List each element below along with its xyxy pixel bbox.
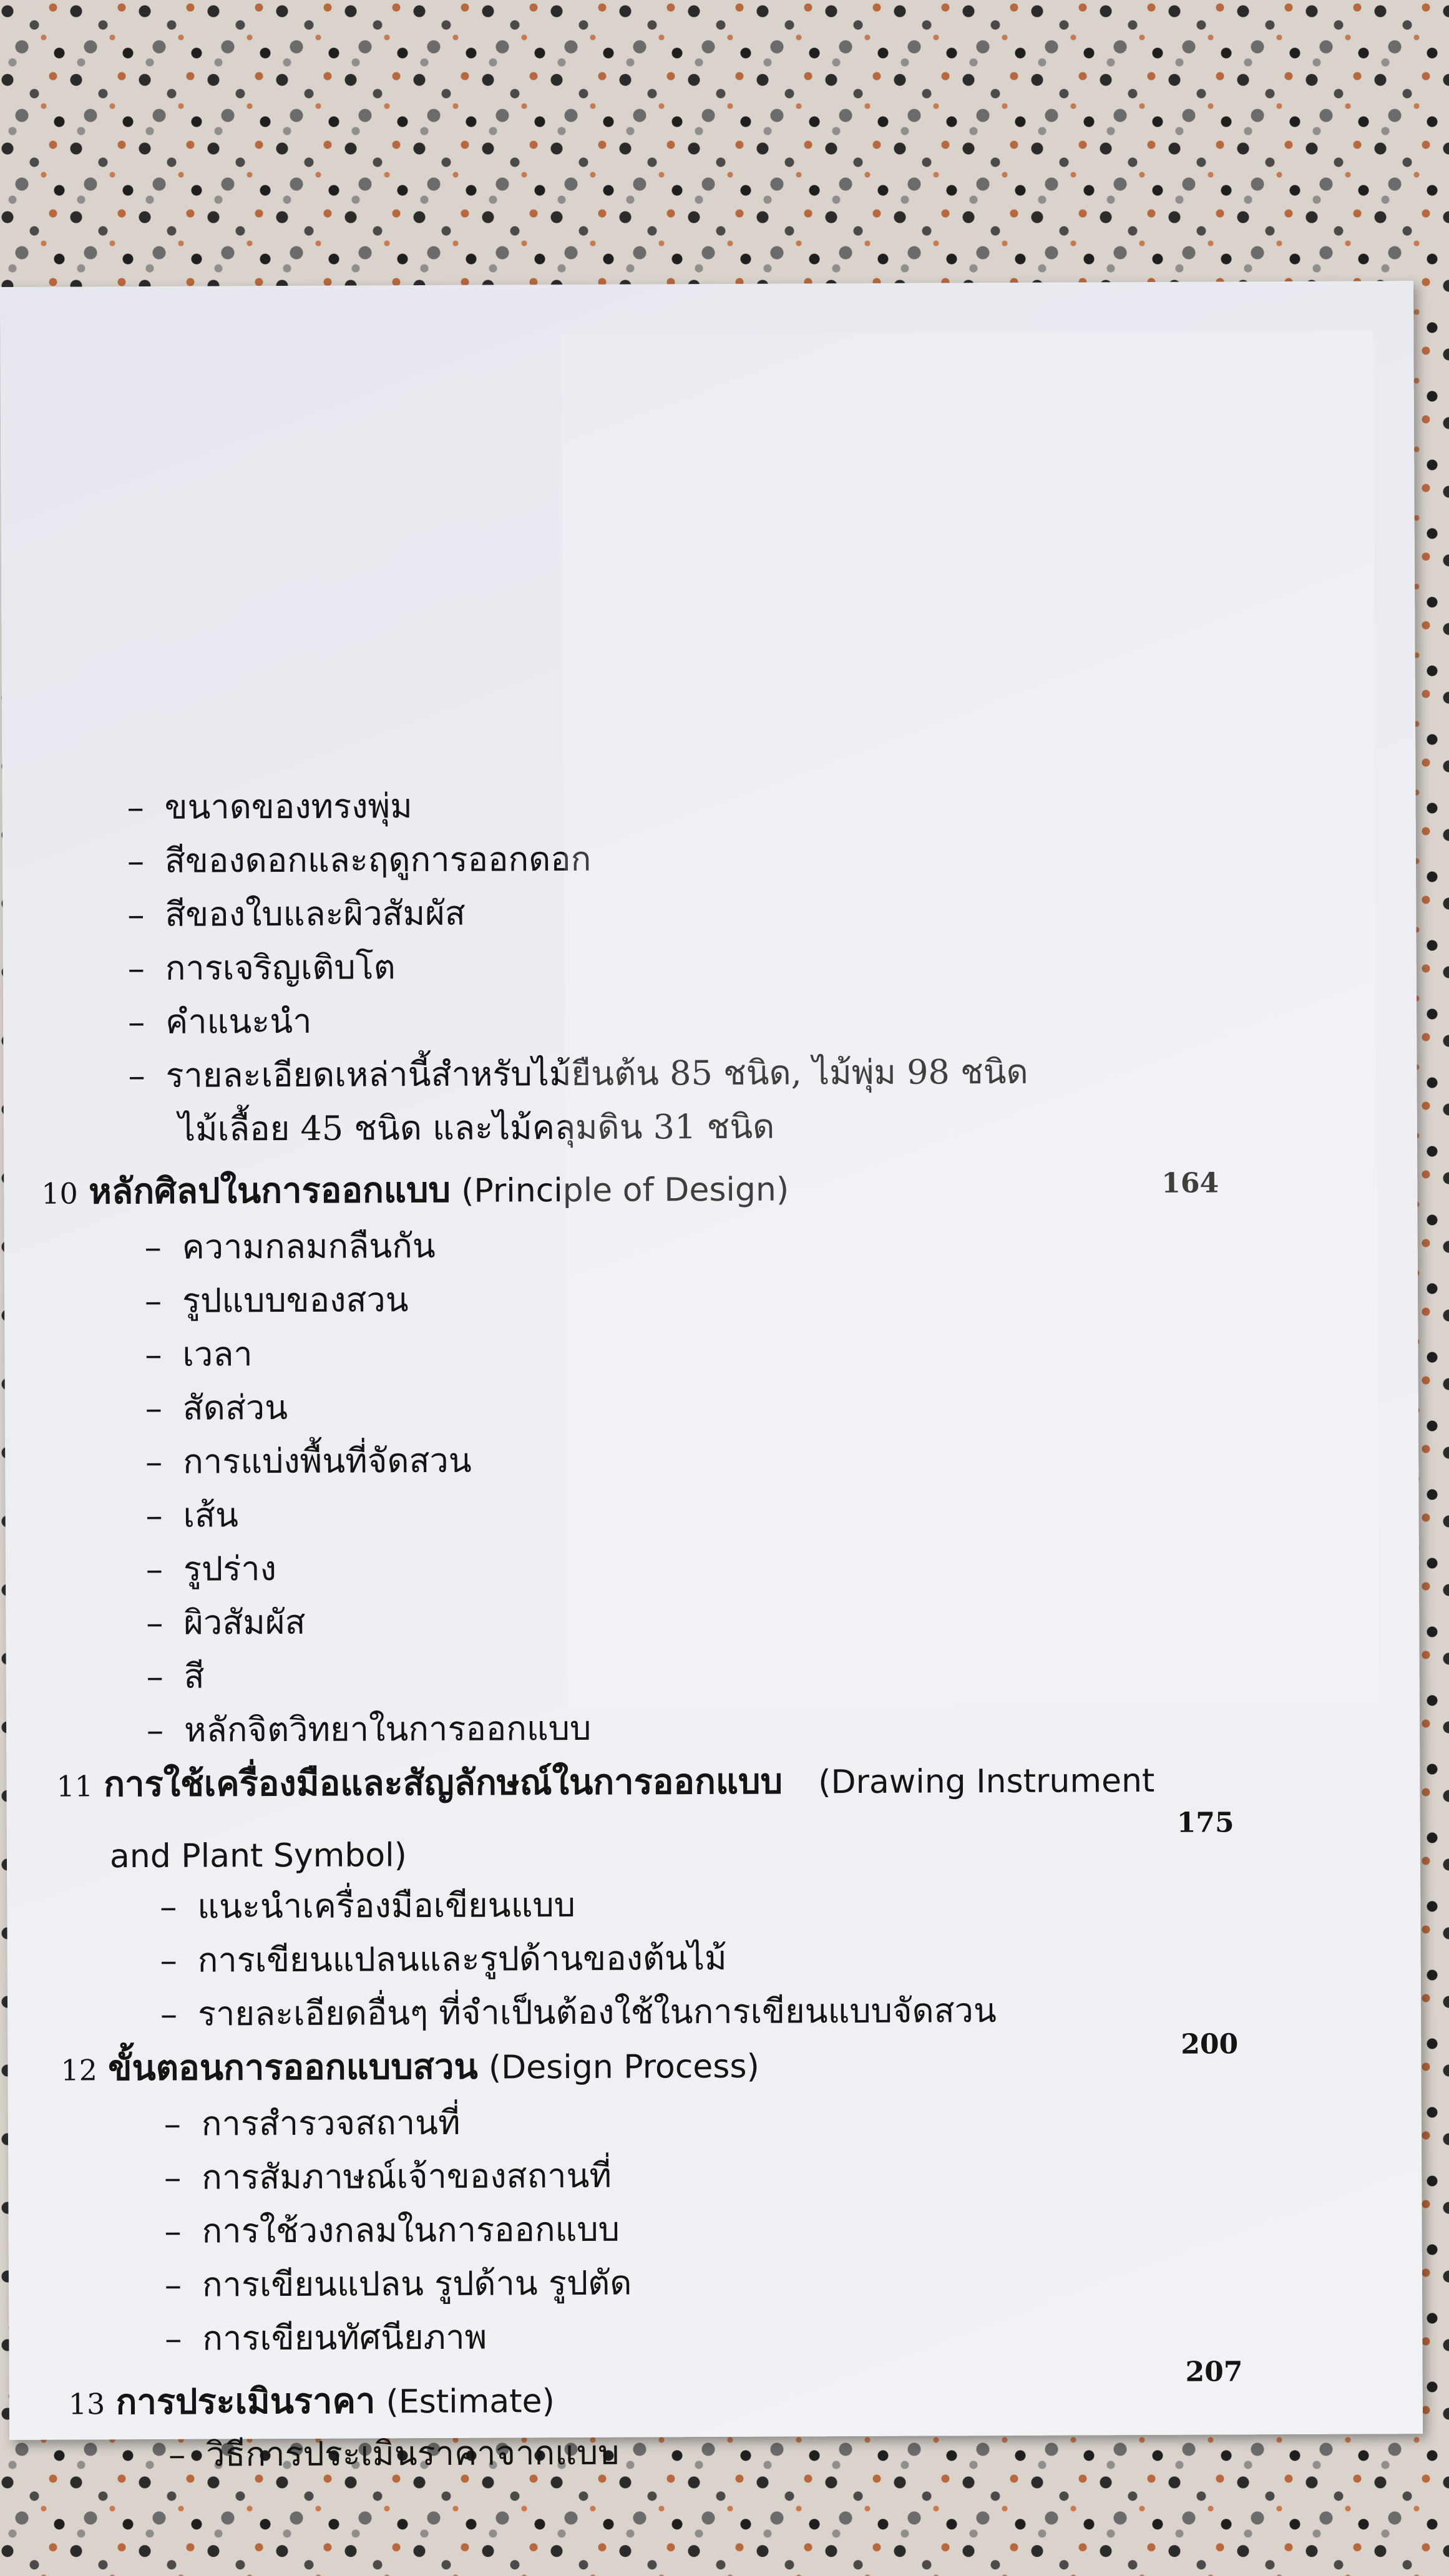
- chapter-heading: [41, 1166, 789, 1215]
- list-item: – รูปร่าง: [146, 1547, 276, 1591]
- list-item: – การสัมภาษณ์เจ้าของสถานที่: [164, 2154, 612, 2200]
- bullet-dash: –: [168, 2434, 186, 2474]
- list-item: – การแบ่งพื้นที่จัดสวน: [145, 1439, 472, 1484]
- list-item: – รูปแบบของสวน: [145, 1278, 409, 1323]
- bullet-dash: –: [144, 1281, 162, 1321]
- bullet-dash: –: [146, 1710, 164, 1750]
- chapter-english-title: (Principle of Design): [461, 1171, 789, 1210]
- chapter-english-title: (Estimate): [386, 2383, 555, 2421]
- bullet-dash: –: [160, 1940, 177, 1980]
- list-item: – ขนาดของทรงพุ่ม: [127, 784, 412, 829]
- list-item: – ความกลมกลืนกัน: [145, 1224, 436, 1269]
- bullet-dash: –: [164, 2265, 182, 2305]
- chapter-number: 12: [61, 2053, 98, 2087]
- bullet-dash: –: [164, 2157, 182, 2197]
- bullet-dash: –: [160, 1994, 178, 2034]
- list-item: – การสำรวจสถานที่: [164, 2101, 461, 2146]
- list-item: – การใช้วงกลมในการออกแบบ: [164, 2208, 620, 2253]
- bullet-dash: –: [127, 948, 145, 988]
- page-number: 164: [1161, 1167, 1219, 1199]
- chapter-number: 10: [41, 1176, 79, 1211]
- bullet-dash: –: [145, 1549, 163, 1589]
- list-item-continuation: ไม้เลื้อย 45 ชนิด และไม้คลุมดิน 31 ชนิด: [178, 1106, 775, 1149]
- bullet-dash: –: [163, 2104, 181, 2144]
- page-number: 200: [1181, 2028, 1239, 2061]
- list-item: – เส้น: [145, 1493, 238, 1538]
- chapter-heading: [69, 2378, 555, 2426]
- list-item: – รายละเอียดอื่นๆ ที่จำเป็นต้องใช้ในการเขียนแบบจัดสวน: [160, 1989, 997, 2036]
- bullet-dash: –: [144, 1227, 162, 1267]
- bullet-dash: –: [127, 788, 144, 827]
- bullet-dash: –: [145, 1334, 162, 1375]
- chapter-number: 13: [68, 2387, 105, 2421]
- list-item: – สี: [147, 1655, 205, 1699]
- bullet-dash: –: [146, 1656, 163, 1696]
- bullet-dash: –: [145, 1442, 163, 1481]
- bullet-dash: –: [128, 1055, 145, 1096]
- page-number: 207: [1185, 2356, 1243, 2388]
- book-page: [0, 281, 1423, 2474]
- list-item: – การเขียนแปลนและรูปด้านของต้นไม้: [160, 1936, 727, 1983]
- chapter-title: การใช้เครื่องมือและสัญลักษณ์ในการออกแบบ: [104, 1760, 783, 1805]
- list-item: – การเขียนแปลน รูปด้าน รูปตัด: [165, 2261, 632, 2307]
- list-item: – วิธีการประเมินราคาจากแบบ: [168, 2431, 620, 2477]
- list-item: – การเขียนทัศนียภาพ: [165, 2316, 487, 2361]
- chapter-title: ขั้นตอนการออกแบบสวน: [108, 2046, 478, 2089]
- bullet-dash: –: [127, 841, 145, 881]
- chapter-heading: [61, 2044, 759, 2092]
- chapter-title: การประเมินราคา: [115, 2380, 376, 2423]
- list-item: – แนะนำเครื่องมือเขียนแบบ: [160, 1883, 575, 1929]
- page-number: 175: [1176, 1807, 1234, 1839]
- chapter-number: 11: [56, 1769, 94, 1803]
- list-item: – สีของใบและผิวสัมผัส: [127, 892, 466, 937]
- list-item: – รายละเอียดเหล่านี้สำหรับไม้ยืนต้น 85 ชนิด, ไม้พุ่ม 98 ชนิด: [128, 1050, 1028, 1098]
- bullet-dash: –: [127, 895, 145, 935]
- list-item: – การเจริญเติบโต: [128, 945, 396, 990]
- bullet-dash: –: [164, 2211, 182, 2251]
- list-item: – หลักจิตวิทยาในการออกแบบ: [147, 1707, 592, 1752]
- chapter-heading: [56, 1758, 1154, 1808]
- list-item: – คำแนะนำ: [128, 1000, 312, 1044]
- chapter-english-title: (Design Process): [488, 2047, 759, 2087]
- chapter-english-title: (Drawing Instrument: [818, 1762, 1155, 1802]
- bullet-dash: –: [146, 1603, 163, 1642]
- bullet-dash: –: [145, 1388, 162, 1428]
- bullet-dash: –: [160, 1886, 177, 1926]
- chapter-title: หลักศิลปในการออกแบบ: [88, 1169, 451, 1212]
- bullet-dash: –: [165, 2318, 182, 2358]
- list-item: – เวลา: [145, 1332, 253, 1377]
- list-item: – สัดส่วน: [145, 1386, 288, 1430]
- bullet-dash: –: [145, 1495, 163, 1535]
- table-of-contents: [0, 281, 1423, 2474]
- list-item: – สีของดอกและฤดูการออกดอก: [127, 837, 592, 883]
- list-item: – ผิวสัมผัส: [146, 1601, 305, 1645]
- chapter-title-continuation: and Plant Symbol): [109, 1837, 407, 1876]
- bullet-dash: –: [128, 1002, 145, 1042]
